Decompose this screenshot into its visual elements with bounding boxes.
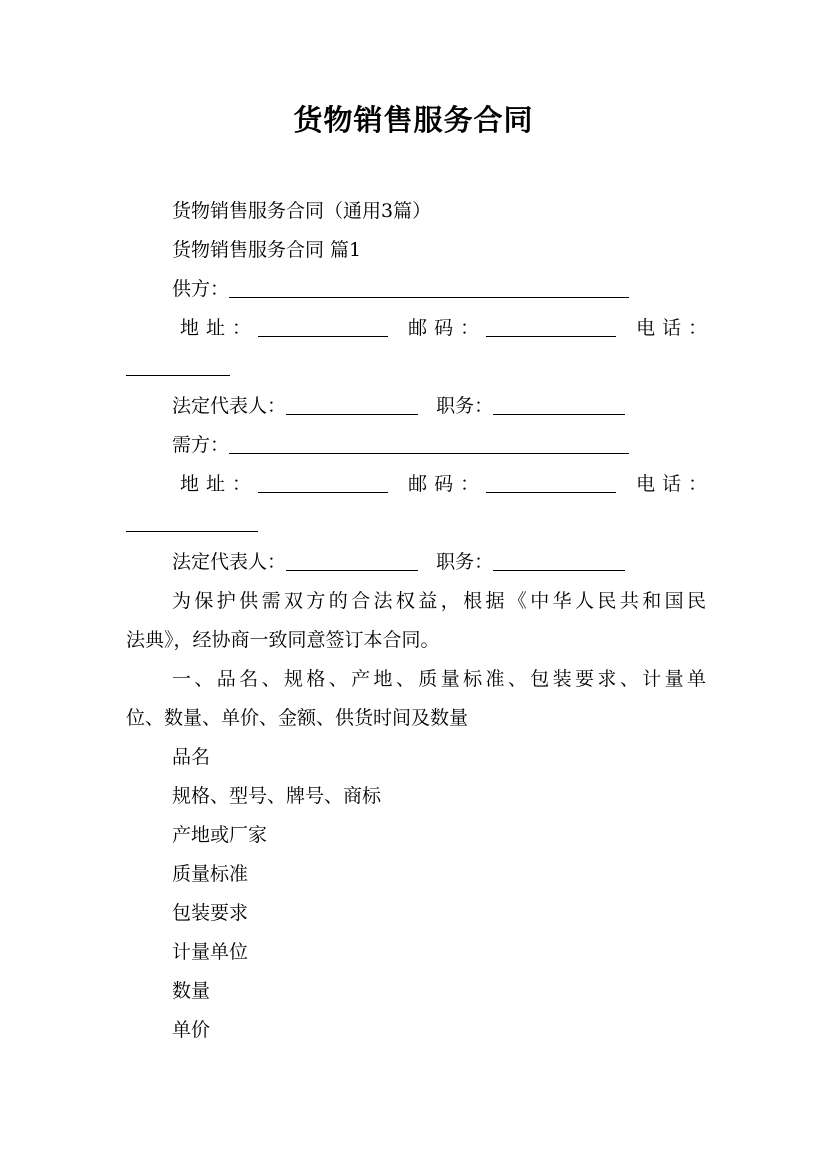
supplier-rep-label: 法定代表人： <box>172 395 287 417</box>
buyer-phone-blank <box>126 509 258 532</box>
buyer-address-label: 地址： <box>180 473 259 495</box>
list-item: 数量 <box>172 980 211 1002</box>
supplier-contact-line <box>180 313 715 343</box>
supplier-phone-continuation <box>126 352 706 382</box>
supplier-postcode-label: 邮码： <box>408 317 487 339</box>
supplier-address-blank <box>258 314 388 337</box>
buyer-title-blank <box>493 548 625 571</box>
buyer-name-blank <box>229 431 629 454</box>
supplier-name-blank <box>229 275 629 298</box>
list-item: 产地或厂家 <box>172 824 268 846</box>
list-item: 品名 <box>172 746 211 768</box>
buyer-label: 需方： <box>172 434 230 456</box>
supplier-rep-line <box>172 391 706 421</box>
intro-paragraph-line-1: 为保护供需双方的合法权益，根据《中华人民共和国民 <box>172 590 706 612</box>
clause-1-line-2: 位、数量、单价、金额、供货时间及数量 <box>126 707 469 729</box>
buyer-rep-label: 法定代表人： <box>172 551 287 573</box>
supplier-title-blank <box>493 392 625 415</box>
buyer-line <box>172 430 706 460</box>
buyer-phone-continuation <box>126 508 706 538</box>
list-item: 单价 <box>172 1019 211 1041</box>
buyer-rep-blank <box>286 548 418 571</box>
supplier-postcode-blank <box>486 314 616 337</box>
document-title: 货物销售服务合同 <box>293 103 534 137</box>
clause-1-line-1: 一、品名、规格、产地、质量标准、包装要求、计量单 <box>172 668 706 690</box>
buyer-rep-line <box>172 547 706 577</box>
list-item: 规格、型号、牌号、商标 <box>172 785 382 807</box>
supplier-label: 供方： <box>172 278 230 300</box>
supplier-title-label: 职务： <box>436 395 494 417</box>
document-subtitle: 货物销售服务合同（通用3篇） <box>172 200 432 222</box>
supplier-address-label: 地址： <box>180 317 259 339</box>
buyer-contact-line <box>180 469 715 499</box>
section-heading: 货物销售服务合同 篇1 <box>172 239 362 261</box>
list-item: 质量标准 <box>172 863 249 885</box>
supplier-phone-blank <box>126 353 230 376</box>
buyer-title-label: 职务： <box>436 551 494 573</box>
supplier-phone-label: 电话： <box>636 317 715 339</box>
buyer-phone-label: 电话： <box>636 473 715 495</box>
buyer-address-blank <box>258 470 388 493</box>
supplier-rep-blank <box>286 392 418 415</box>
supplier-line <box>172 274 706 304</box>
list-item: 计量单位 <box>172 941 249 963</box>
list-item: 包装要求 <box>172 902 249 924</box>
intro-paragraph-line-2: 法典》，经协商一致同意签订本合同。 <box>126 629 440 651</box>
buyer-postcode-label: 邮码： <box>408 473 487 495</box>
buyer-postcode-blank <box>486 470 616 493</box>
